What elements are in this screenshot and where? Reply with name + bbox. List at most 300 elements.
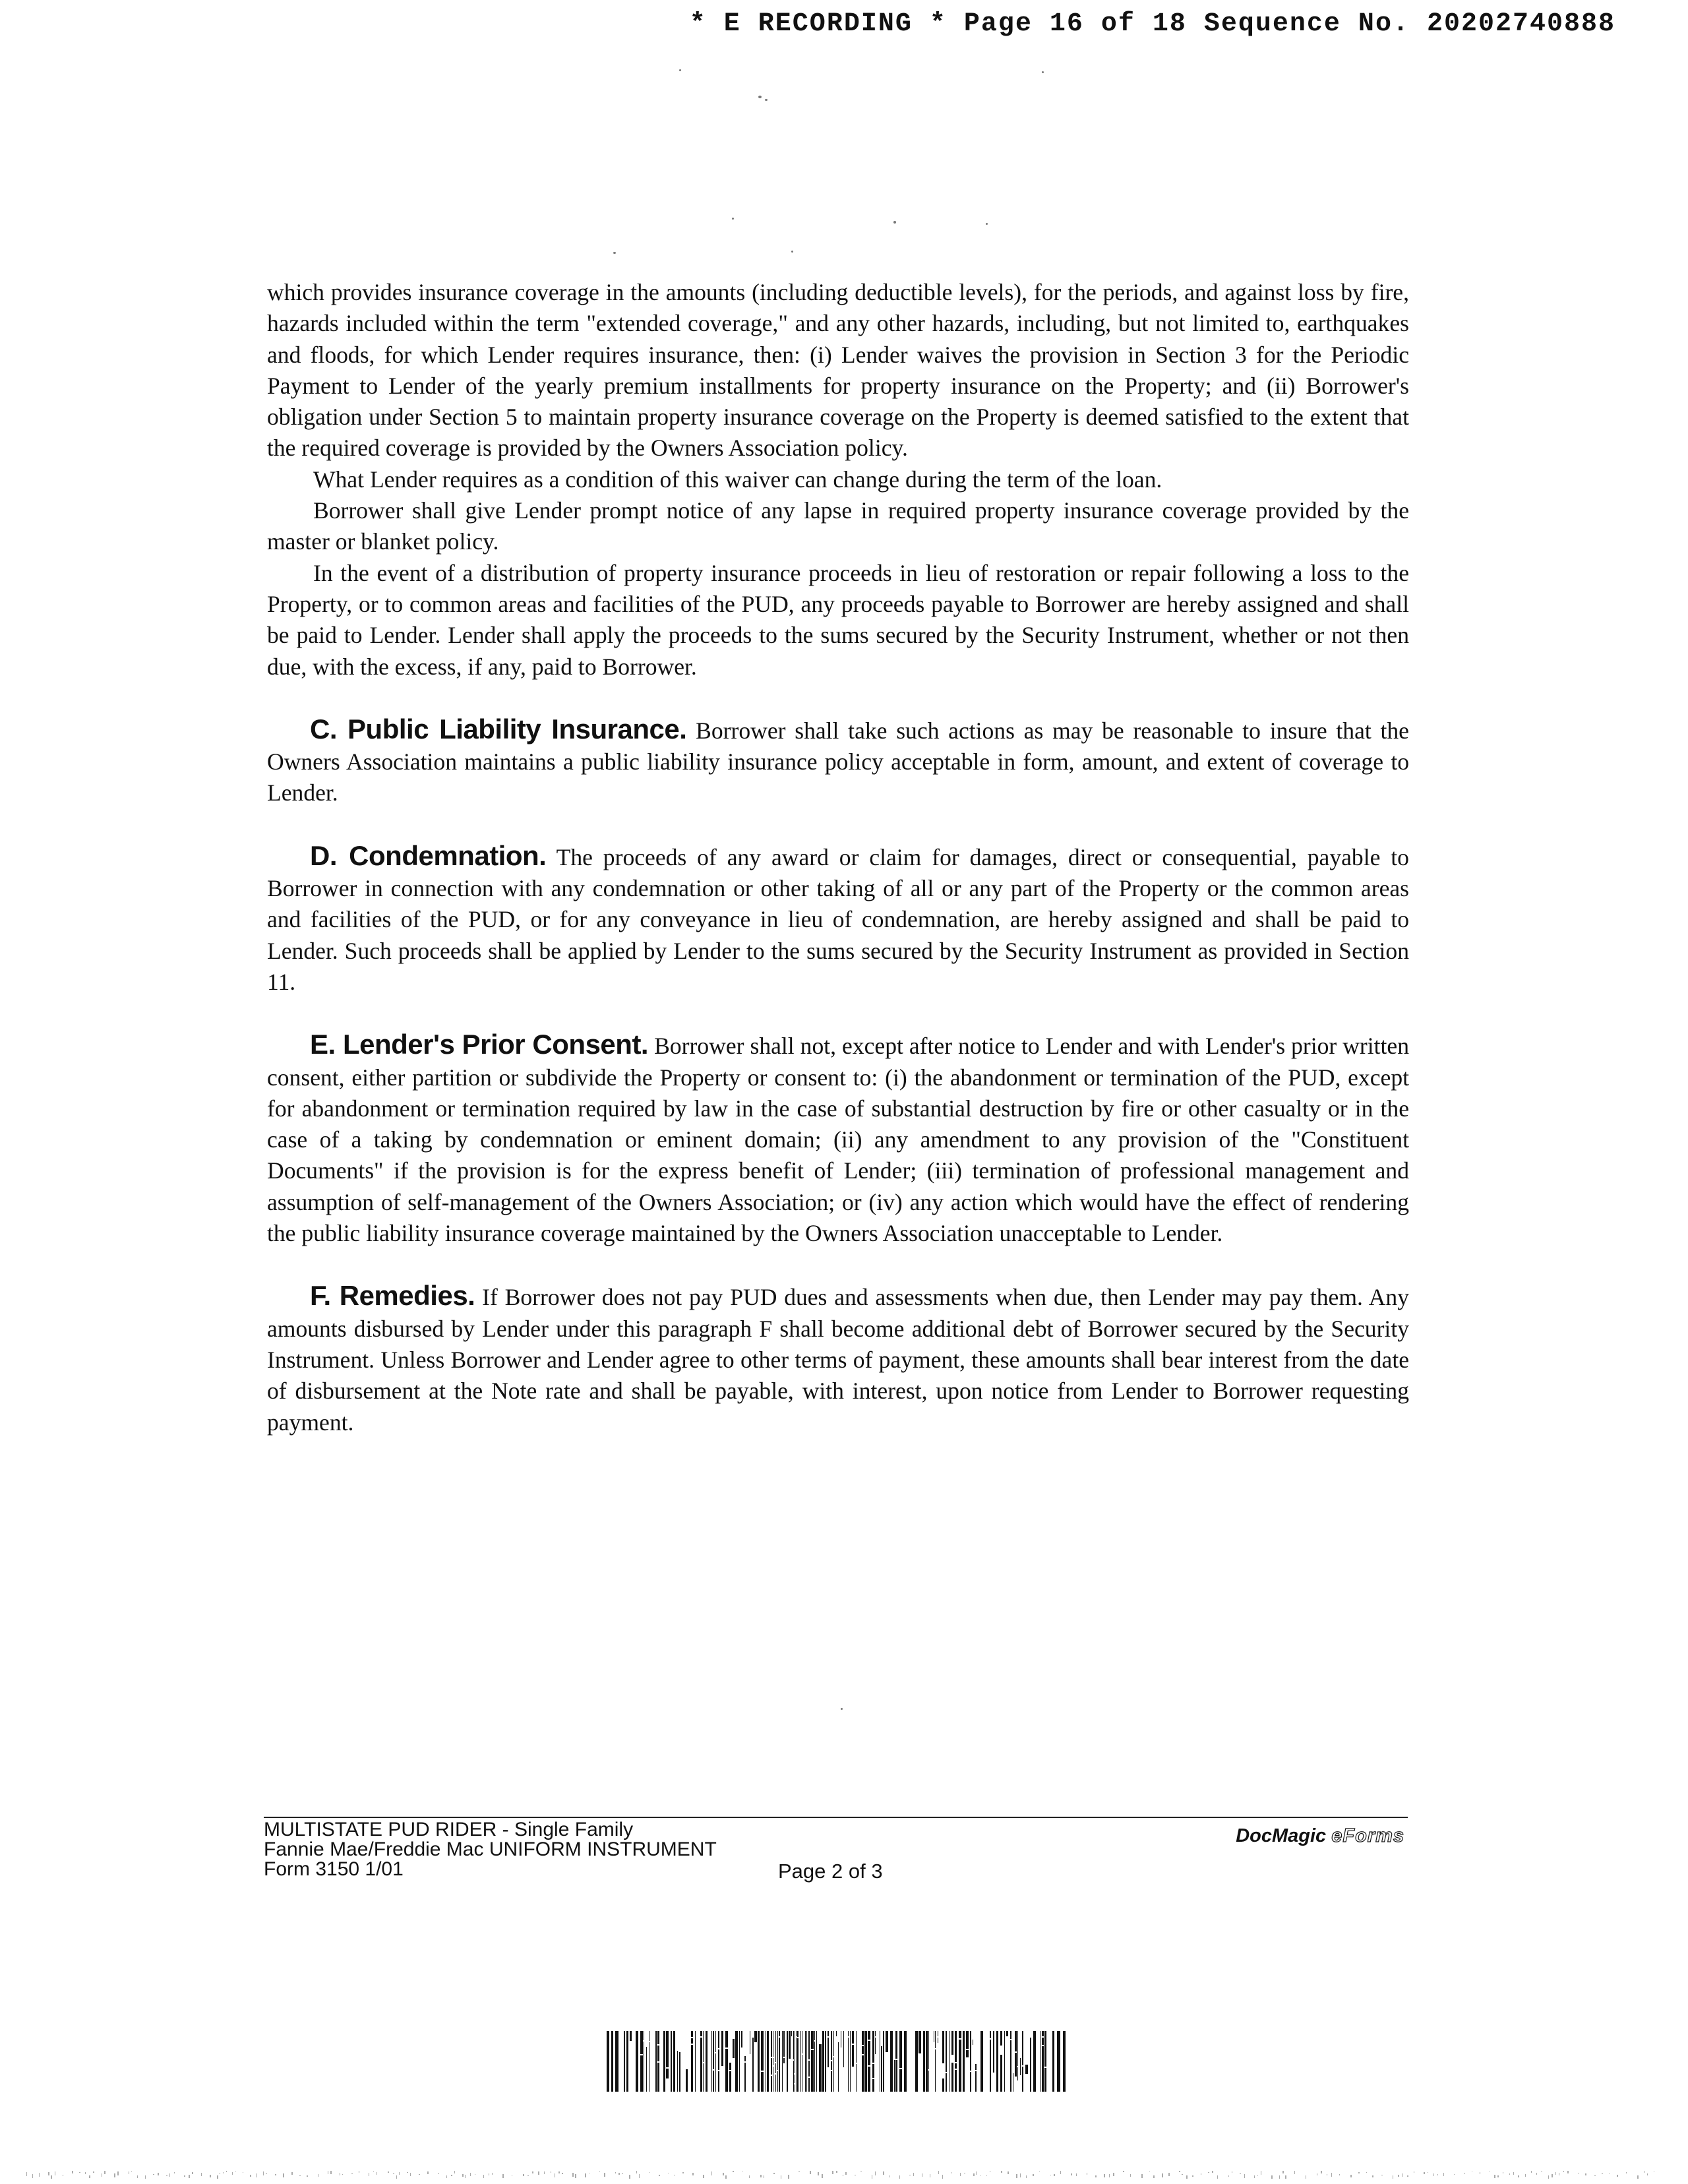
scan-speck (791, 251, 793, 253)
barcode-bar (946, 2073, 947, 2092)
barcode-bar (679, 2052, 680, 2092)
barcode-bar (793, 2031, 794, 2059)
noise-mark (1443, 2173, 1444, 2176)
noise-mark (137, 2175, 138, 2178)
barcode-bar (808, 2061, 810, 2077)
noise-mark (1257, 2175, 1258, 2176)
barcode-bar (928, 2071, 929, 2092)
barcode-bar (744, 2063, 746, 2092)
barcode-bar (700, 2038, 702, 2092)
barcode-bar (789, 2031, 791, 2059)
barcode-bar (862, 2046, 864, 2054)
barcode-bar (741, 2031, 742, 2048)
noise-mark (1585, 2173, 1586, 2175)
barcode-bar (1033, 2031, 1036, 2092)
noise-mark (1321, 2171, 1322, 2173)
scan-speck (679, 69, 681, 71)
barcode-bar (700, 2031, 702, 2036)
noise-mark (427, 2171, 429, 2174)
noise-mark (818, 2172, 819, 2175)
noise-mark (223, 2172, 224, 2173)
noise-mark (1217, 2175, 1218, 2179)
noise-mark (470, 2173, 471, 2176)
section-text: Borrower shall not, except after notice to Lender and with Lender's prior written consent, either partition or subdivide the Property or consent to: (i) the abandonment or termination of the PUD, except for abandonment or termination required by law in the case of substantial destruction by fire or other casualty or in the case of a taking by condemnation or eminent domain; (ii) any amendment to any provision of the "Constituent Documents" if the provision is for the express benefit of Lender; (iii) termination of professional management and assumption of self-management of the Owners Association; or (iv) any action which would have the effect of rendering the public liability insurance coverage maintained by the Owners Association unacceptable to Lender. (267, 1033, 1409, 1247)
barcode-bar (657, 2031, 659, 2044)
noise-mark (1509, 2173, 1510, 2175)
barcode-bar (1042, 2046, 1044, 2092)
noise-mark (114, 2173, 115, 2177)
barcode-bar (890, 2031, 893, 2092)
noise-mark (85, 2172, 86, 2174)
section-heading: D. Condemnation. (310, 839, 547, 871)
barcode-bar (1000, 2031, 1002, 2046)
noise-mark (1208, 2172, 1209, 2173)
barcode-bar (811, 2031, 814, 2049)
barcode-bar (1000, 2055, 1002, 2092)
noise-mark (1168, 2173, 1170, 2176)
noise-mark (639, 2174, 640, 2178)
barcode-bar (864, 2031, 867, 2092)
noise-mark (1033, 2174, 1034, 2176)
barcode-bar (713, 2071, 714, 2092)
barcode-bar (735, 2031, 738, 2092)
barcode-bar (1015, 2031, 1017, 2051)
recording-stamp: * E RECORDING * Page 16 of 18 Sequence No. 20202740888 (689, 9, 1615, 39)
noise-mark (492, 2173, 493, 2175)
noise-mark (883, 2171, 884, 2175)
barcode-bar (663, 2031, 665, 2092)
barcode-bar (819, 2044, 822, 2092)
barcode-bar (904, 2031, 907, 2092)
barcode-bar (796, 2038, 797, 2092)
noise-mark (1020, 2173, 1021, 2177)
barcode-bar (955, 2070, 957, 2092)
noise-mark (575, 2174, 576, 2178)
barcode-bar (975, 2064, 977, 2070)
noise-mark (1008, 2171, 1009, 2174)
barcode-bar (686, 2069, 688, 2092)
noise-mark (799, 2171, 800, 2172)
barcode-bar (993, 2031, 994, 2073)
noise-mark (158, 2173, 159, 2175)
barcode-bar (848, 2038, 849, 2092)
noise-mark (72, 2171, 73, 2173)
barcode-bar (626, 2031, 628, 2092)
noise-mark (899, 2175, 900, 2179)
noise-mark (711, 2171, 712, 2175)
barcode-bar (951, 2031, 953, 2055)
barcode-bar (783, 2058, 785, 2063)
barcode-bar (1017, 2067, 1018, 2080)
noise-mark (226, 2171, 227, 2172)
noise-mark (1026, 2175, 1027, 2178)
noise-mark (1366, 2172, 1367, 2173)
barcode-bar (677, 2051, 678, 2092)
noise-mark (875, 2171, 876, 2175)
noise-mark (1339, 2174, 1340, 2175)
barcode-bar (718, 2049, 719, 2070)
noise-mark (1001, 2171, 1002, 2173)
barcode-bar (872, 2064, 874, 2078)
noise-mark (544, 2171, 545, 2174)
barcode-bar (833, 2031, 834, 2056)
barcode-bar (655, 2031, 657, 2092)
noise-mark (51, 2175, 52, 2179)
brand-suffix: eForms (1331, 1825, 1404, 1846)
noise-mark (938, 2171, 939, 2174)
noise-mark (703, 2175, 704, 2178)
paragraph: In the event of a distribution of property insurance proceeds in lieu of restoration or repair following a loss to the Property, or to common areas and facilities of the PUD, any proceeds payable to Borrower are hereby assigned and shall be paid to Lender. Lender shall apply the proceeds to the sums secured by the Security Instrument, whether or not then due, with the excess, if any, paid to Borrower. (267, 559, 1409, 680)
noise-mark (562, 2173, 563, 2174)
noise-mark (572, 2173, 574, 2177)
noise-mark (169, 2173, 170, 2177)
noise-mark (1130, 2174, 1131, 2177)
barcode-bar (862, 2055, 864, 2092)
noise-mark (483, 2175, 484, 2178)
barcode-bar (833, 2057, 834, 2092)
barcode-bar (899, 2069, 902, 2092)
barcode-bar (852, 2031, 854, 2044)
noise-mark (283, 2173, 284, 2177)
noise-mark (1398, 2175, 1399, 2177)
noise-mark (1282, 2171, 1284, 2173)
noise-mark (723, 2173, 724, 2175)
barcode-bar (761, 2072, 764, 2092)
form-instrument: Fannie Mae/Freddie Mac UNIFORM INSTRUMENT (264, 1838, 717, 1860)
barcode-bar (715, 2053, 716, 2092)
noise-mark (256, 2173, 257, 2177)
barcode-bar (975, 2071, 977, 2092)
noise-mark (1109, 2174, 1110, 2177)
barcode-bar (868, 2067, 870, 2092)
barcode-bar (875, 2031, 876, 2036)
noise-mark (889, 2175, 890, 2177)
barcode-bar (1030, 2038, 1031, 2092)
barcode-bar (966, 2031, 969, 2049)
barcode-bar (771, 2031, 772, 2057)
noise-mark (446, 2175, 447, 2178)
barcode-bar (831, 2031, 832, 2060)
barcode-bar (886, 2031, 888, 2052)
barcode-bar (836, 2031, 837, 2036)
noise-mark (1104, 2174, 1105, 2177)
barcode-bar (775, 2063, 776, 2073)
noise-mark (153, 2174, 154, 2175)
noise-mark (1594, 2175, 1596, 2176)
noise-mark (523, 2174, 524, 2176)
barcode-bar (754, 2031, 757, 2042)
noise-mark (1497, 2175, 1499, 2177)
noise-mark (725, 2175, 727, 2179)
barcode-bar (868, 2041, 870, 2065)
noise-mark (1294, 2171, 1295, 2174)
barcode-bar (806, 2031, 807, 2092)
barcode-bar (883, 2031, 884, 2092)
noise-mark (1179, 2171, 1180, 2172)
noise-mark (1285, 2175, 1286, 2179)
barcode-bar (729, 2071, 731, 2092)
noise-mark (1279, 2175, 1280, 2179)
noise-mark (773, 2173, 775, 2174)
noise-mark (396, 2175, 397, 2179)
barcode-bar (805, 2031, 806, 2092)
barcode-bar (607, 2031, 609, 2092)
noise-mark (1071, 2173, 1072, 2175)
noise-mark (913, 2173, 914, 2176)
noise-mark (1555, 2172, 1556, 2175)
noise-mark (1617, 2175, 1618, 2177)
barcode-bar (816, 2031, 817, 2092)
barcode-bar (831, 2061, 832, 2070)
noise-mark (682, 2172, 684, 2173)
barcode-bar (758, 2031, 760, 2092)
noise-mark (1016, 2174, 1017, 2178)
scan-edge-noise (0, 2169, 1688, 2179)
barcode-bar (942, 2078, 944, 2092)
noise-mark (407, 2172, 408, 2173)
barcode-bar (828, 2038, 829, 2067)
barcode-bar (673, 2031, 675, 2092)
noise-mark (1162, 2173, 1163, 2177)
noise-mark (618, 2173, 620, 2175)
paragraph: Borrower shall give Lender prompt notice of any lapse in required property insurance coverage provided by the master or blanket policy. (267, 497, 1409, 555)
noise-mark (599, 2171, 600, 2172)
barcode-bar (640, 2055, 643, 2092)
barcode-bar (725, 2031, 728, 2048)
section-public-liability (267, 713, 1409, 809)
noise-mark (291, 2172, 293, 2175)
noise-mark (942, 2175, 943, 2179)
noise-mark (1602, 2173, 1603, 2174)
paragraph: What Lender requires as a condition of this waiver can change during the term of the loan. (313, 466, 1162, 493)
barcode-bar (1022, 2031, 1023, 2065)
barcode-bar (894, 2060, 895, 2092)
noise-mark (636, 2171, 637, 2173)
barcode-bar (718, 2071, 719, 2092)
barcode-bar (1010, 2031, 1011, 2039)
noise-mark (189, 2175, 190, 2178)
barcode-bar (970, 2072, 971, 2092)
barcode-bar (771, 2076, 772, 2092)
noise-mark (465, 2175, 466, 2178)
barcode-bar (1004, 2031, 1005, 2092)
noise-mark (307, 2175, 308, 2177)
barcode-bar (990, 2031, 991, 2038)
noise-mark (1531, 2171, 1532, 2173)
barcode-bar (808, 2031, 810, 2059)
barcode-bar (850, 2031, 851, 2092)
barcode-bar (779, 2038, 780, 2092)
barcode-bar (825, 2031, 826, 2092)
barcode-bar (671, 2031, 672, 2092)
noise-mark (1609, 2173, 1610, 2174)
section-condemnation (267, 840, 1409, 998)
noise-mark (1525, 2174, 1526, 2177)
barcode-bar (935, 2031, 936, 2048)
noise-mark (538, 2171, 539, 2175)
noise-mark (1494, 2175, 1495, 2178)
barcode-bar (703, 2063, 704, 2092)
barcode-bar (715, 2031, 716, 2052)
barcode-bar (955, 2031, 957, 2062)
noise-mark (692, 2173, 694, 2175)
noise-mark (749, 2175, 750, 2178)
barcode-bar (624, 2031, 625, 2092)
noise-mark (1153, 2175, 1155, 2178)
barcode-bar (777, 2071, 778, 2092)
barcode-bar (899, 2031, 902, 2068)
barcode-bar (1010, 2040, 1011, 2092)
noise-mark (393, 2173, 394, 2174)
barcode-bar (926, 2031, 928, 2092)
barcode-bar (951, 2063, 953, 2092)
noise-mark (1240, 2173, 1241, 2174)
noise-mark (528, 2175, 529, 2176)
noise-mark (145, 2175, 146, 2179)
barcode-bar (814, 2031, 815, 2040)
document-body (267, 277, 1409, 1438)
noise-mark (960, 2173, 961, 2176)
barcode-bar (725, 2049, 728, 2092)
paragraph: which provides insurance coverage in the amounts (including deductible levels), for the periods, and against loss by fire, hazards included within the term "extended coverage," and any other hazards, including, but not limited to, earthquakes and floods, for which Lender requires insurance, then: (i) Lender waives the provision in Section 3 for the Periodic Payment to Lender of the yearly premium installments for property insurance on the Property; and (ii) Borrower's obligation under Section 5 to maintain property insurance coverage on the Property is deemed satisfied to the extent that the required coverage is provided by the Owners Association policy. (267, 279, 1409, 462)
noise-mark (166, 2175, 167, 2176)
barcode-bar (691, 2038, 693, 2044)
noise-mark (832, 2171, 833, 2174)
barcode-bar (915, 2031, 918, 2092)
barcode-bar (775, 2031, 776, 2062)
scan-speck (765, 99, 768, 101)
noise-mark (502, 2174, 504, 2178)
noise-mark (419, 2174, 420, 2175)
barcode-bar (959, 2040, 961, 2092)
barcode-bar (996, 2031, 998, 2092)
noise-mark (845, 2172, 847, 2175)
footer-divider (264, 1817, 1408, 1818)
section-text: The proceeds of any award or claim for damages, direct or consequential, payable to Borrower in connection with any condemnation or other taking of all or any part of the Property or the common areas and facilities of the PUD, or for any conveyance in lieu of condemnation, are hereby assigned and shall be paid to Lender. Such proceeds shall be applied by Lender to the sums secured by the Security Instrument as provided in Section 11. (267, 843, 1409, 995)
barcode-bar (1042, 2038, 1044, 2045)
docmagic-logo (1236, 1825, 1404, 1847)
scan-speck (893, 221, 896, 224)
barcode-bar (636, 2031, 638, 2092)
section-text: Borrower shall take such actions as may be reasonable to insure that the Owners Association maintains a public liability insurance policy acceptable in form, amount, and extent of coverage to Lender. (267, 717, 1409, 806)
barcode-bar (942, 2031, 944, 2063)
noise-mark (1407, 2175, 1408, 2177)
noise-mark (1437, 2174, 1438, 2175)
barcode-bar (713, 2031, 714, 2069)
noise-mark (1254, 2175, 1255, 2178)
barcode (607, 2031, 1068, 2092)
barcode-bar (1025, 2065, 1028, 2074)
barcode-bar (990, 2040, 991, 2092)
barcode-bar (721, 2031, 723, 2066)
form-identification (264, 1820, 717, 1879)
barcode-bar (856, 2031, 857, 2063)
noise-mark (184, 2175, 185, 2177)
barcode-bar (1017, 2031, 1018, 2066)
noise-mark (250, 2175, 251, 2177)
barcode-bar (838, 2042, 839, 2092)
barcode-bar (963, 2031, 965, 2092)
noise-mark (986, 2175, 987, 2176)
noise-mark (299, 2175, 301, 2176)
noise-mark (822, 2174, 823, 2178)
noise-mark (438, 2173, 439, 2174)
noise-mark (192, 2172, 193, 2174)
barcode-bar (946, 2031, 947, 2072)
barcode-bar (744, 2056, 746, 2061)
noise-mark (388, 2171, 389, 2173)
barcode-bar (657, 2046, 659, 2061)
noise-mark (615, 2172, 616, 2173)
barcode-bar (777, 2031, 778, 2070)
noise-mark (351, 2173, 353, 2174)
barcode-bar (782, 2031, 783, 2092)
noise-mark (1228, 2175, 1229, 2177)
barcode-bar (666, 2031, 669, 2067)
noise-mark (342, 2174, 343, 2175)
noise-mark (79, 2172, 80, 2173)
barcode-bar (872, 2079, 874, 2092)
scan-speck (613, 252, 616, 254)
noise-mark (201, 2173, 202, 2176)
section-remedies (267, 1280, 1409, 1438)
noise-mark (232, 2172, 233, 2175)
noise-mark (39, 2173, 40, 2177)
barcode-bar (852, 2045, 854, 2067)
scan-speck (732, 218, 734, 220)
noise-mark (629, 2175, 630, 2179)
barcode-bar (1020, 2058, 1021, 2075)
noise-mark (1095, 2175, 1097, 2177)
brand-name: DocMagic (1236, 1825, 1327, 1846)
noise-mark (1454, 2174, 1455, 2175)
barcode-bar (646, 2047, 647, 2092)
noise-mark (532, 2171, 533, 2173)
barcode-bar (1042, 2031, 1044, 2036)
noise-mark (1076, 2173, 1077, 2176)
barcode-bar (779, 2031, 780, 2036)
barcode-bar (949, 2031, 950, 2092)
barcode-bar (706, 2031, 708, 2092)
barcode-bar (848, 2031, 849, 2036)
noise-mark (1563, 2171, 1564, 2172)
barcode-bar (1015, 2053, 1017, 2077)
noise-mark (1358, 2172, 1360, 2173)
barcode-bar (862, 2031, 864, 2045)
barcode-bar (796, 2031, 797, 2036)
noise-mark (1192, 2175, 1193, 2177)
noise-mark (266, 2173, 267, 2174)
barcode-bar (919, 2031, 921, 2053)
barcode-bar (797, 2038, 799, 2092)
barcode-bar (868, 2031, 870, 2040)
noise-mark (836, 2171, 837, 2173)
barcode-bar (739, 2031, 740, 2092)
barcode-bar (775, 2075, 776, 2092)
noise-mark (1212, 2171, 1213, 2173)
barcode-bar (691, 2045, 693, 2092)
form-title: MULTISTATE PUD RIDER - Single Family (264, 1819, 634, 1840)
form-number: Form 3150 1/01 (264, 1858, 404, 1880)
barcode-bar (935, 2049, 936, 2092)
noise-mark (1637, 2175, 1639, 2179)
barcode-bar (895, 2060, 897, 2092)
noise-mark (733, 2171, 734, 2172)
noise-mark (89, 2175, 90, 2178)
section-heading: F. Remedies. (310, 1280, 475, 1312)
barcode-bar (752, 2038, 754, 2092)
scan-speck (986, 223, 988, 225)
